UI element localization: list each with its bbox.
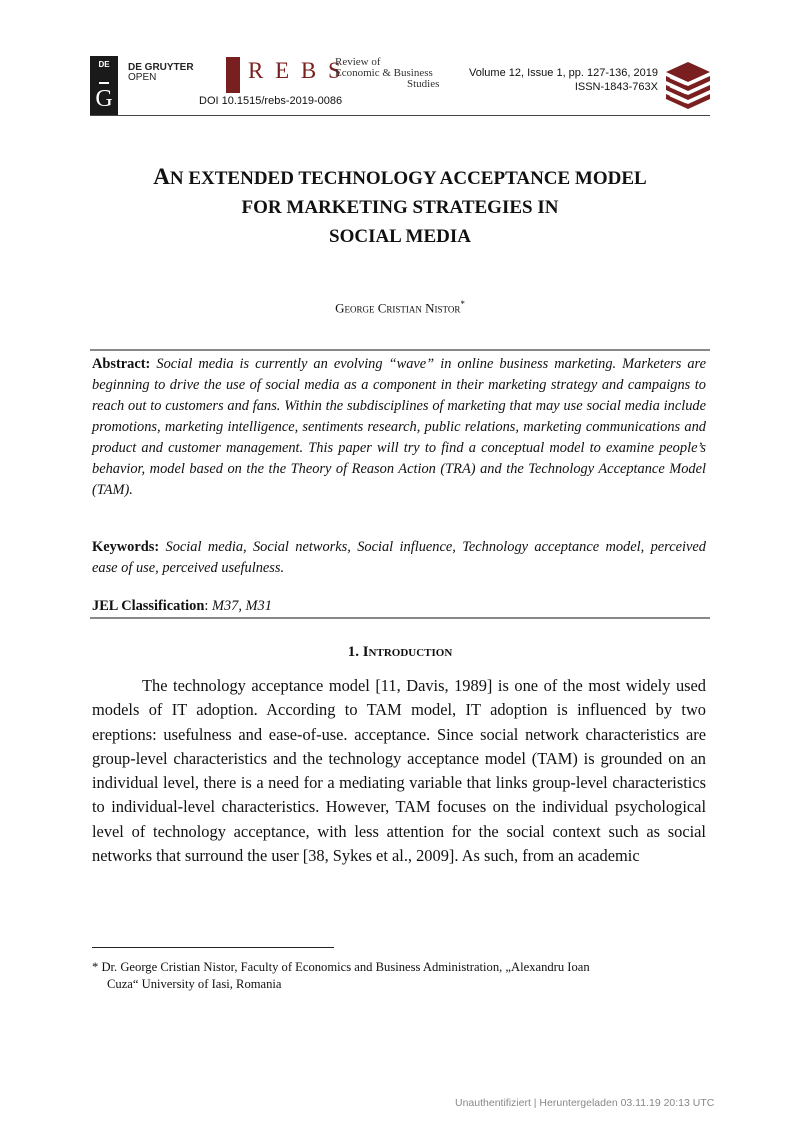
doi-text[interactable]: DOI 10.1515/rebs-2019-0086 — [199, 95, 343, 107]
abstract-top-rule — [90, 349, 710, 351]
author-footnote-marker[interactable]: * — [460, 299, 465, 309]
section-heading — [90, 644, 710, 661]
publisher-name-main: DE GRUYTER — [128, 62, 194, 73]
issn: ISSN-1843-763X — [574, 81, 658, 93]
header-rule — [90, 115, 710, 116]
logo-divider — [99, 82, 109, 84]
title-line-1-rest: N EXTENDED TECHNOLOGY ACCEPTANCE MODEL — [169, 168, 647, 189]
footnote-rule — [92, 947, 334, 948]
footnote — [92, 959, 706, 993]
author — [90, 299, 710, 316]
section-title: Introduction — [362, 644, 453, 660]
de-gruyter-logo — [90, 56, 118, 116]
logo-top-letters: DE — [98, 60, 110, 69]
title-line-3: SOCIAL MEDIA — [329, 226, 471, 247]
author-name: George Cristian Nistor — [335, 300, 461, 316]
journal-acronym: R E B S — [248, 58, 344, 83]
abstract-bottom-rule — [90, 617, 710, 619]
volume-info — [469, 66, 658, 94]
keywords-text: Social media, Social networks, Social influence, Technology acceptance model, perceived ease of use, perceived usefulness. — [92, 539, 706, 576]
jel-classification — [92, 596, 706, 617]
title-line-1 — [90, 162, 710, 193]
title-line-2: FOR MARKETING STRATEGIES IN — [241, 197, 559, 218]
journal-logo-bar — [226, 57, 240, 93]
journal-name — [335, 57, 439, 90]
jel-separator: : — [204, 598, 209, 614]
abstract-text: Social media is currently an evolving “wave” in online business marketing. Marketers are beginning to drive the use of social media as a component in their marketing strategy and campaigns to reach out to customers and fans. Within the subdisciplines of marketing that may use social media include promotions, marketing intelligence, sentiments research, public relations, marketing communications and product and customer management. This paper will try to find a conceptual model to examine people’s behavior, model based on the the Theory of Reason Action (TRA) and the Technology Acceptance Model (TAM). — [92, 356, 706, 498]
volume-issue-pages: Volume 12, Issue 1, pp. 127-136, 2019 — [469, 67, 658, 79]
section-number: 1. — [347, 644, 359, 660]
jel-label: JEL Classification — [92, 598, 205, 614]
logo-bottom-letter: G — [95, 86, 113, 112]
paper-title — [90, 162, 710, 251]
abstract-label: Abstract: — [92, 356, 151, 372]
journal-name-line1: Review of — [335, 56, 381, 68]
keywords-label: Keywords: — [92, 539, 160, 555]
publisher-name-sub: OPEN — [128, 72, 157, 83]
keywords — [92, 537, 706, 579]
jel-codes: M37, M31 — [211, 598, 272, 614]
title-initial: A — [153, 164, 170, 189]
publisher-name — [128, 63, 194, 83]
journal-name-line3: Studies — [407, 78, 440, 90]
download-stamp: Unauthentifiziert | Heruntergeladen 03.11.19 20:13 UTC — [455, 1097, 715, 1109]
footnote-line-1: * Dr. George Cristian Nistor, Faculty of Economics and Business Administration, „Alexandru Ioan — [92, 960, 590, 974]
stacked-books-icon — [664, 58, 712, 114]
footnote-line-2: Cuza“ University of Iasi, Romania — [107, 977, 282, 991]
abstract — [92, 354, 706, 501]
journal-name-line2: Economic & Business — [335, 67, 433, 79]
body-paragraph: The technology acceptance model [11, Davis, 1989] is one of the most widely used models of IT adoption. According to TAM model, IT adoption is influenced by two ereptions: usefulness and ease-of-use. acceptance. Since social network characteristics are group-level characteristics and the technology acceptance model (TAM) is grounded on an individual level, there is a need for a mediating variable that links group-level characteristics to individual-level characteristics. However, TAM focuses on the individual psychological level of technology acceptance, with less attention for the social context such as social networks that surround the user [38, Sykes et al., 2009]. As such, from an academic — [92, 676, 706, 866]
